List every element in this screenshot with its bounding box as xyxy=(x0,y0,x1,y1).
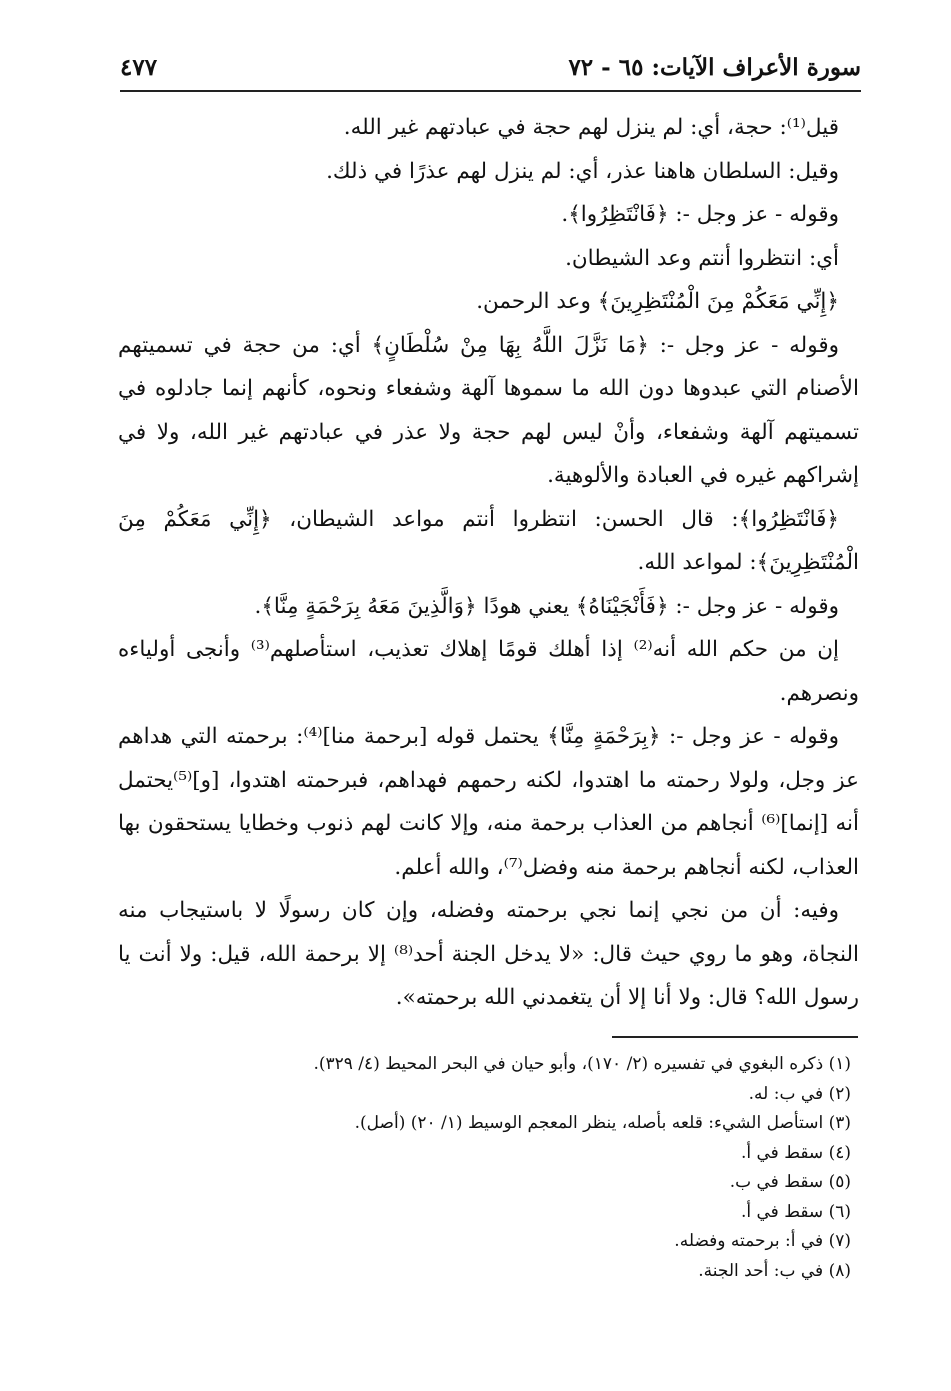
paragraph: وقوله - عز وجل -: ﴿مَا نَزَّلَ اللَّهُ بِهَا مِنْ سُلْطَانٍ﴾ أي: من حجة في تسميتهم الأصنام التي عبدوها دون الله ما سموها آلهة وشفعاء ونحوه، كأنهم إنما جادلوه في تسميتهم آلهة وشفعاء، وأنْ ليس لهم حجة ولا عذر في عبادتهم غير الله، ولا في إشراكهم غيره في العبادة والألوهية. xyxy=(118,332,859,488)
page-number: ٤٧٧ xyxy=(120,54,158,81)
paragraph: ﴿فَانْتَظِرُوا﴾: قال الحسن: انتظروا أنتم مواعد الشيطان، ﴿إِنِّي مَعَكُمْ مِنَ الْمُنْتَظِرِينَ﴾: لمواعد الله. xyxy=(118,506,859,575)
footnote-separator xyxy=(612,1036,858,1038)
footnote: (٦) سقط في أ. xyxy=(740,1201,851,1222)
footnote: (٧) في أ: برحمته وفضله. xyxy=(674,1231,851,1251)
paragraph: وقوله - عز وجل -: ﴿بِرَحْمَةٍ مِنَّا﴾ يحتمل قوله [برحمة منا]⁽⁴⁾: برحمته التي هداهم عز وجل، ولولا رحمته ما اهتدوا، لكنه رحمهم فهداهم، فبرحمته اهتدوا، [و]⁽⁵⁾يحتمل أنه [إنما]⁽⁶⁾ أنجاهم من العذاب برحمة منه، وإلا كانت لهم ذنوب وخطايا يستحقون بها العذاب، لكنه أنجاهم برحمة منه وفضل⁽⁷⁾، والله أعلم. xyxy=(118,724,860,880)
paragraph: أي: انتظروا أنتم وعد الشيطان. xyxy=(565,245,839,271)
footnotes xyxy=(118,1050,859,1286)
footnote: (٨) في ب: أحد الجنة. xyxy=(698,1260,851,1281)
page-header xyxy=(120,50,861,92)
paragraph: ﴿إِنِّي مَعَكُمْ مِنَ الْمُنْتَظِرِينَ﴾ وعد الرحمن. xyxy=(476,289,839,314)
footnote: (٢) في ب: له. xyxy=(748,1083,851,1104)
main-text xyxy=(118,106,859,1020)
paragraph: وقوله - عز وجل -: ﴿فَأَنْجَيْنَاهُ﴾ يعني هودًا ﴿وَالَّذِينَ مَعَهُ بِرَحْمَةٍ مِنَّا﴾. xyxy=(254,593,839,619)
footnote: (٣) استأصل الشيء: قلعه بأصله، ينظر المعجم الوسيط (١/ ٢٠) (أصل). xyxy=(354,1113,851,1133)
footnote: (٥) سقط في ب. xyxy=(729,1172,851,1192)
paragraph: وقيل: السلطان هاهنا عذر، أي: لم ينزل لهم عذرًا في ذلك. xyxy=(326,158,839,184)
footnote: (١) ذكره البغوي في تفسيره (٢/ ١٧٠)، وأبو حيان في البحر المحيط (٤/ ٣٢٩). xyxy=(313,1054,851,1074)
running-title: سورة الأعراف الآيات: ٦٥ - ٧٢ xyxy=(568,54,861,81)
paragraph: إن من حكم الله أنه⁽²⁾ إذا أهلك قومًا إهلاك تعذيب، استأصلهم⁽³⁾ وأنجى أولياءه ونصرهم. xyxy=(118,637,859,706)
paragraph: قيل⁽¹⁾: حجة، أي: لم ينزل لهم حجة في عبادتهم غير الله. xyxy=(343,115,839,140)
paragraph: وفيه: أن من نجي إنما نجي برحمته وفضله، وإن كان رسولًا لا باستيجاب منه النجاة، وهو ما روي حيث قال: «لا يدخل الجنة أحد⁽⁸⁾ إلا برحمة الله، قيل: ولا أنت يا رسول الله؟ قال: ولا أنا إلا أن يتغمدني الله برحمته». xyxy=(118,898,859,1010)
footnote: (٤) سقط في أ. xyxy=(740,1142,851,1163)
paragraph: وقوله - عز وجل -: ﴿فَانْتَظِرُوا﴾. xyxy=(561,202,839,227)
